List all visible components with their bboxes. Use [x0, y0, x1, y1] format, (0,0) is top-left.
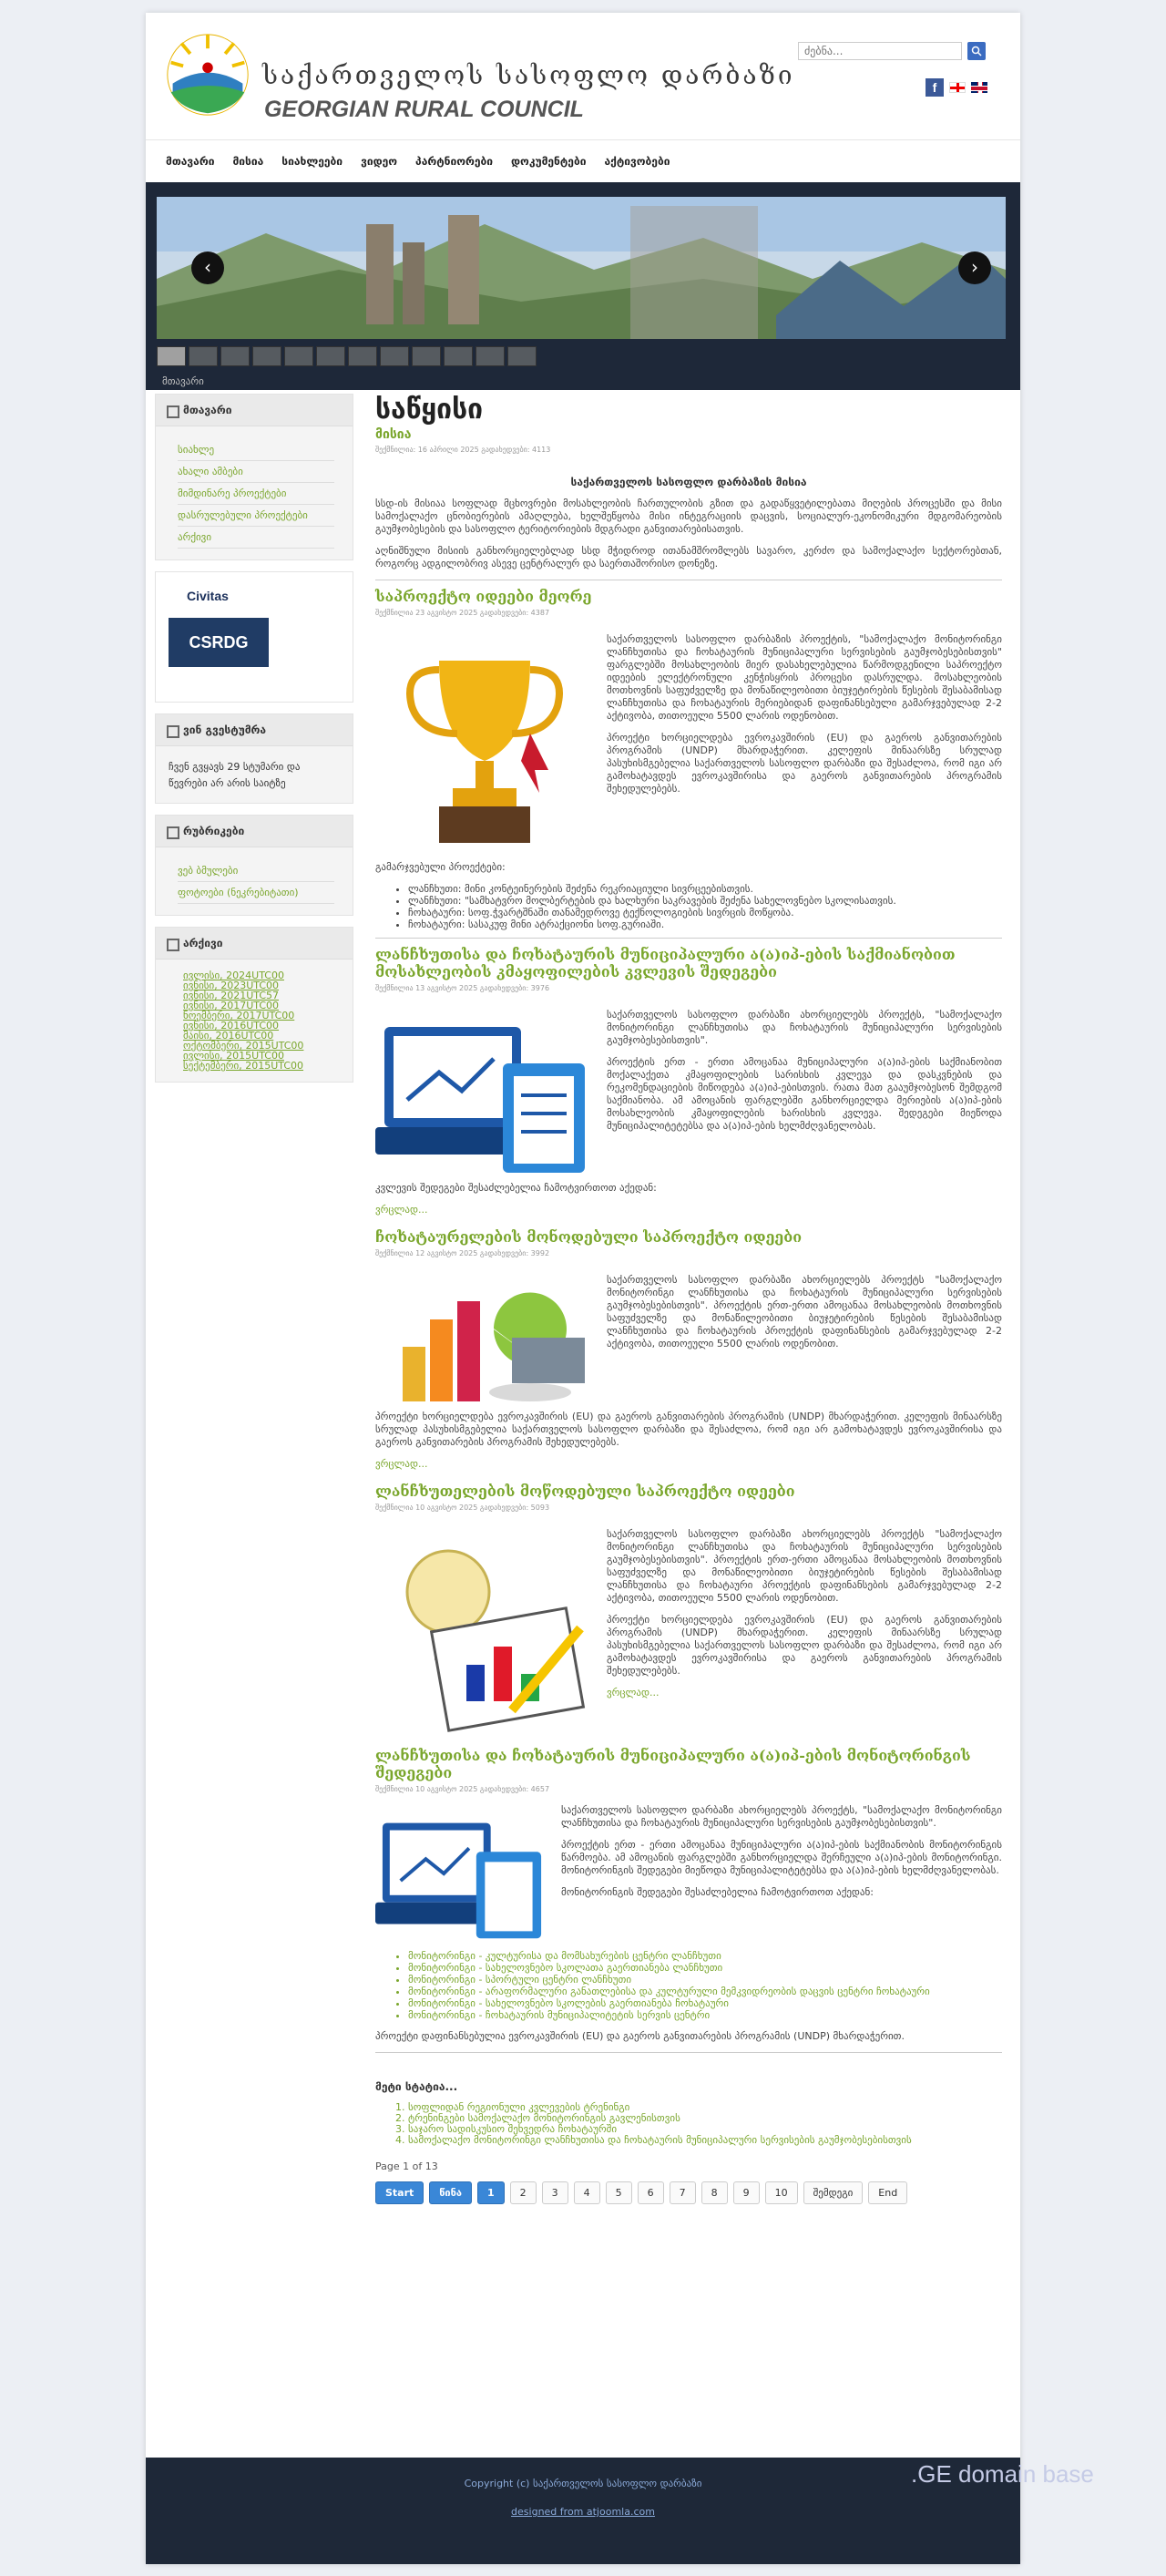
domain-watermark: .GE domain base [911, 2460, 1094, 2488]
read-more-link[interactable]: ვრცლად... [375, 1458, 428, 1470]
english-flag-icon[interactable] [971, 82, 987, 93]
slider-thumb[interactable] [444, 346, 473, 366]
copyright-text: Copyright (c) საქართველოს სასოფლო დარბაზი [464, 2478, 702, 2489]
sidebar-item-latest[interactable]: ახალი ამბები [178, 466, 243, 477]
page-title: საწყისი [375, 394, 484, 426]
site-title-english: GEORGIAN RURAL COUNCIL [264, 97, 584, 122]
slider-thumb[interactable] [412, 346, 441, 366]
pagination-page[interactable]: 5 [606, 2181, 632, 2204]
monitoring-link[interactable]: • მონიტორინგი - სახელოვნებო სკოლათა გაერთიანება ლანჩხუთი [408, 1962, 1002, 1974]
archive-link[interactable]: ივნისი, 2021UTC57 [183, 990, 280, 1001]
pagination-page[interactable]: 7 [670, 2181, 696, 2204]
rubrics-title: რუბრიკები [156, 816, 353, 847]
slider-prev-button[interactable]: ‹ [191, 251, 224, 284]
nav-item-mission[interactable]: მისია [232, 155, 264, 168]
pagination-page[interactable]: 4 [574, 2181, 600, 2204]
georgian-flag-icon[interactable] [949, 82, 966, 93]
article-paragraph: კვლევის შედეგები შესაძლებელია ჩამოტვირთოთ აქედან: [375, 1182, 657, 1194]
read-more-link[interactable]: ვრცლად... [375, 1204, 428, 1216]
more-article-link[interactable]: 4. სამოქალაქო მონიტორინგი ლანჩხუთისა და ჩოხატაურის მუნიციპალური სერვისების გაუმჯობესებისთვის [408, 2135, 1002, 2146]
nav-item-news[interactable]: სიახლეები [281, 155, 343, 168]
sidebar-item-finished-projects[interactable]: დასრულებული პროექტები [178, 509, 308, 521]
read-more-link[interactable]: ვრცლად... [607, 1687, 660, 1699]
article-paragraph: საქართველოს სასოფლო დარბაზი ახორციელებს პროექტს, "სამოქალაქო მონიტორინგი ლანჩხუთისა და ჩოხატაურის მუნიციპალური სერვისების გაუმჯობესებისთვის". [561, 1804, 1002, 1829]
social-links [926, 78, 987, 97]
monitoring-link[interactable]: • მონიტორინგი - სპორტული ცენტრი ლანჩხუთი [408, 1974, 1002, 1986]
article-title[interactable]: ლანჩხუთისა და ჩოხატაურის მუნიციპალური ა(ა)იპ-ების საქმიანობით მოსახლეობის კმაყოფილების კვლევის შედეგები [375, 946, 956, 980]
mission-paragraph: სსდ-ის მისიაა სოფლად მცხოვრები მოსახლეობის ჩართულობის გზით და გადაწყვეტილებათა მიღების პროცესში და მისი სამოქალაქო ცნობიერების ამაღლება, ხელშეწყობა მისი ინტეგრაციის დაცვის, სოციალურ-ეკონომიკური მდგომარეობის გაუმჯობესების და სასოფლო ტერიტორიების მდგრადი განვითარებისათვის. [375, 498, 1002, 535]
monitoring-link[interactable]: • მონიტორინგი - კულტურისა და მომსახურების ცენტრი ლანჩხუთი [408, 1950, 1002, 1962]
laptop-clipboard-image [375, 1009, 594, 1182]
monitoring-link[interactable]: • მონიტორინგი - არაფორმალური განათლებისა და კულტურული მემკვიდრეობის დაცვის ცენტრი ჩოხატაური [408, 1986, 1002, 1997]
slider-caption: მთავარი [162, 375, 204, 387]
more-article-link[interactable]: 2. ტრენინგები სამოქალაქო მონიტორინგის გავლენისთვის [408, 2113, 1002, 2124]
mission-subtitle[interactable]: მისია [375, 427, 412, 442]
article-title[interactable]: ჩოხატაურელების მონოდებული საპროექტო იდეები [375, 1228, 803, 1246]
more-article-link[interactable]: 1. სოფლიდან რეგიონული კვლევების ტრენინგი [408, 2102, 1002, 2113]
archive-link[interactable]: ივნისი, 2023UTC00 [183, 980, 280, 991]
article-project-ideas [375, 588, 1002, 939]
slider-thumb[interactable] [157, 346, 186, 366]
partner-logos [155, 571, 353, 703]
sidebar [155, 394, 353, 1093]
pagination-page[interactable]: 10 [765, 2181, 798, 2204]
more-article-link[interactable]: 3. საჯარო სადისკუსიო შეხვედრა ჩოხატაურში [408, 2124, 1002, 2135]
site-title-georgian: საქართველოს სასოფლო დარბაზი [262, 60, 795, 90]
article-paragraph: საქართველოს სასოფლო დარბაზი ახორციელებს პროექტს, "სამოქალაქო მონიტორინგი ლანჩხუთისა და ჩოხატაურის მუნიციპალური სერვისების გაუმჯობესებისთვის". [607, 1009, 1002, 1046]
online-title: ვინ გვესტუმრა [156, 714, 353, 746]
article-meta: შექმნილია 12 აგვისტო 2025 გადახედვები: 3992 [375, 1249, 550, 1257]
slider-thumb[interactable] [189, 346, 218, 366]
main-navigation [146, 140, 1020, 182]
archive-title: არქივი [156, 928, 353, 960]
article-paragraph: საქართველოს სასოფლო დარბაზის პროექტის, "სამოქალაქო მონიტორინგი ლანჩხუთისა და ჩოხატაურის მუნიციპალური სერვისების გაუმჯობესებისთვის" ფარგლებში მოსახლეობის მიერ დასახელებულია წარმოდგენილი საპროექტო იდეების ელექტრონული კენჭისყრის პროცესი დასრულდა. მოსახლეობის მოთხოვნის საფუძველზე და მონაწილეობითი ბიუჯეტირების წესების შესაბამისად ლანჩხუთისა და ჩოხატაურის მერიებიდან დაფინანსებული გამარჯვებულად 2-2 აქტივობა, თითოეული 5500 ლარის ოდენობით. [607, 633, 1002, 722]
page-counter: Page 1 of 13 [375, 2160, 438, 2172]
list-item: • ჩოხატაური: სოფ.ჭვარტშნაში თანამედროვე ტექნოლოგიების სივრცის მოწყობა. [408, 907, 1002, 919]
sidebar-item-current-projects[interactable]: მიმდინარე პროექტები [178, 487, 287, 499]
archive-link[interactable]: ივლისი, 2015UTC00 [183, 1050, 284, 1062]
more-articles-title: მეტი სტატია... [375, 2080, 458, 2093]
article-paragraph: პროექტი ხორციელდება ევროკავშირის (EU) და გაეროს განვითარების პროგრამის (UNDP) მხარდაჭერით. კელეფის მინაარსზე სრულად პასუხისმგებელია საქართველოს სასოფლო დარბაზი და შესაძლოა, რომ იგი არ გამოხატავდეს ევროკავშირისა და გაეროს განვითარების პროგრამის შეხედულებებს. [375, 1411, 1002, 1448]
sidebar-menu-title: მთავარი [156, 395, 353, 426]
article-title[interactable]: საპროექტო იდეები მეორე [375, 588, 592, 605]
article-meta: შექმნილია 13 აგვისტო 2025 გადახედვები: 3976 [375, 984, 550, 992]
article-paragraph: პროექტი ხორციელდება ევროკავშირის (EU) და გაეროს განვითარების პროგრამის (UNDP) მხარდაჭერით. კელეფის მინაარსზე სრულად პასუხისმგებელია საქართველოს სასოფლო დარბაზი და შესაძლოა, რომ იგი არ გამოხატავდეს ევროკავშირისა და გაეროს განვითარების პროგრამის შეხედულებებს. [607, 1614, 1002, 1677]
divider [375, 2052, 1002, 2053]
article-paragraph: პროექტის ერთ - ერთი ამოცანაა მუნიციპალური ა(ა)იპ-ების საქმიანობით მოქალაქეთა კმაყოფილების სარისხის კვლევა და დასკვნების და რეკომენდაციების მიწოდება ა(ა)იპ-ებისთვის. რათა მათ გააუმჯობესონ შემდგომ საქმიანობა. ამ ამოცანის ფარგლებში განხორციელდა მერიების ა(ა)იპ-ების მოსახლეობის კმაყოფილების ხარისხის კვლევა. შედეგები მიეწოდა მუნიციპალიტეტებსა და ა(ა)იპ-ების ხელმძღვანელობას. [607, 1056, 1002, 1132]
pagination-page[interactable]: 9 [733, 2181, 760, 2204]
main-content [375, 394, 1002, 2204]
slider-thumbnails [157, 346, 1004, 366]
mission-paragraph: აღნიშნული მისიის განხორციელებლად სსდ მჭიდროდ ითანამშრომლებს სავარო, კერძო და სამოქალაქო სექტორებთან, როგორც ადგილობრივ ასევე ცენტრალურ და საერთაშორისო დონეზე. [375, 545, 1002, 570]
slider-thumb[interactable] [380, 346, 409, 366]
article-title[interactable]: ლანჩხუთისა და ჩოხატაურის მუნიციპალური ა(ა)იპ-ების მონიტორინგის შედეგები [375, 1747, 971, 1781]
article-paragraph: საქართველოს სასოფლო დარბაზი ახორციელებს პროექტს "სამოქალაქო მონიტორინგი ლანჩხუთისა და ჩოხატაურის მუნიციპალური სერვისების გაუმჯობესებისთვის". პროექტის ერთ-ერთი ამოცანაა მოსახლეობის მოთხოვნის საფუძველზე და მონაწილეობითი ბიუჯეტირების წესების შესაბამისად ლანჩხუთისა და ჩოხატაურის პროექტის დაფინანსების გამარჯვებულად 2-2 აქტივობა, თითოეული 5500 ლარის ოდენობით. [607, 1274, 1002, 1350]
pagination-end[interactable]: End [868, 2181, 907, 2204]
article-paragraph: პროექტი ხორციელდება ევროკავშირის (EU) და გაეროს განვითარების პროგრამის (UNDP) მხარდაჭერით. კელეფის მინაარსზე სრულად პასუხისმგებელია საქართველოს სასოფლო დარბაზი და შესაძლოა, რომ იგი არ გამოხატავდეს ევროკავშირისა და გაეროს განვითარების პროგრამის შეხედულებებს. [607, 732, 1002, 795]
article-title[interactable]: ლანჩხუთელების მოწოდებული საპროექტო იდეები [375, 1483, 795, 1500]
slider-thumb[interactable] [284, 346, 313, 366]
slider-thumb[interactable] [316, 346, 345, 366]
divider [375, 938, 1002, 939]
archive-link[interactable]: ნოემბერი, 2017UTC00 [183, 1010, 295, 1021]
rubric-photos[interactable]: ფოტოები (ნეკრებიტათი) [178, 887, 299, 898]
pagination-prev[interactable]: წინა [429, 2181, 472, 2204]
list-item: • ჩოხატაური: სასაკუფ მინი ატრაქციონი სოფ.გურიაში. [408, 919, 1002, 930]
site-header [146, 13, 1020, 140]
csrdg-logo[interactable]: CSRDG [169, 618, 269, 667]
lightbulb-chart-image [375, 1528, 594, 1738]
list-item: • ლანჩხუთი: მინი კონტეინერების შეძენა რეკრიაციული სივრცეებისთვის. [408, 883, 1002, 895]
search-button[interactable] [967, 42, 986, 60]
more-articles [375, 2080, 1002, 2204]
list-item: • ლანჩხუთი: "სამხატვრო მოლბერტების და ხალხური საკრავების შეძენა სახელოვნებო სკოლისათვის. [408, 895, 1002, 907]
slider-image [157, 197, 1006, 339]
laptop-clipboard-image [375, 1804, 548, 1950]
archive-box [155, 927, 353, 1083]
article-meta: შექმნილია 10 აგვისტო 2025 გადახედვები: 4657 [375, 1785, 550, 1793]
nav-item-activities[interactable]: აქტივობები [604, 155, 670, 168]
trophy-image [375, 633, 594, 861]
article-paragraph: მონიტორინგის შედეგები შესაძლებელია ჩამოტვირთოთ აქედან: [561, 1886, 874, 1898]
archive-link[interactable]: მაისი, 2016UTC00 [183, 1030, 274, 1042]
article-meta: შექმნილია 10 აგვისტო 2025 გადახედვები: 5093 [375, 1504, 550, 1512]
page-container [146, 13, 1020, 2564]
slider-next-button[interactable]: › [958, 251, 991, 284]
archive-link[interactable]: ოქტომბერი, 2015UTC00 [183, 1040, 304, 1052]
council-logo[interactable] [164, 31, 251, 118]
nav-item-partners[interactable]: პარტნიორები [415, 155, 494, 168]
article-paragraph: საქართველოს სასოფლო დარბაზი ახორციელებს პროექტს "სამოქალაქო მონიტორინგი ლანჩხუთისა და ჩოხატაურის მუნიციპალური სერვისების გაუმჯობესებისთვის". პროექტის ერთ-ერთი ამოცანაა მოსახლეობის მოთხოვნის საფუძველზე და მონაწილეობითი ბიუჯეტირების წესების შესაბამისად ლანჩხუთისა და ჩოხატაური პროექტის დაფინანსების გამარჯვებულად 2-2 აქტივობა, თითოეული 5500 ლარის ოდენობით. [607, 1528, 1002, 1604]
article-paragraph: პროექტის ერთ - ერთი ამოცანაა მუნიციპალური ა(ა)იპ-ების საქმიანობის მონიტორინგის წარმოება. ამ ამოცანის ფარგლებში განხორციელდა შერჩეული ა(ა)იპ-ების მონიტორინგი. მონიტორინგის შედეგები მიეწოდა მუნიციპალიტეტებსა და ა(ა)იპ-ების ხელმძღვანელობას. [561, 1839, 1002, 1876]
nav-item-home[interactable]: მთავარი [166, 155, 215, 168]
online-text: ჩვენ გვყავს 29 სტუმარი და წევრები არ არის საიტზე [169, 761, 301, 789]
mission-heading: საქართველოს სასოფლო დარბაზის მისია [570, 476, 807, 488]
designer-link[interactable]: designed from atjoomla.com [511, 2506, 655, 2518]
article-monitoring-results [375, 1747, 1002, 2053]
pagination-page[interactable]: 3 [542, 2181, 568, 2204]
archive-link[interactable]: ივლისი, 2024UTC00 [183, 970, 284, 981]
search-icon [971, 46, 982, 56]
bar-chart-image [375, 1274, 594, 1411]
site-footer [146, 2458, 1020, 2564]
pagination [375, 2181, 1002, 2204]
pagination-page[interactable]: 8 [701, 2181, 728, 2204]
monitoring-link[interactable]: • მონიტორინგი - სახელოვნებო სკოლების გაერთიანება ჩოხატაური [408, 1997, 1002, 2009]
online-box [155, 713, 353, 804]
mountain-towers-photo [157, 197, 1006, 339]
facebook-icon[interactable]: f [926, 78, 944, 97]
slider-thumb[interactable] [252, 346, 281, 366]
pagination-start[interactable]: Start [375, 2181, 424, 2204]
rubrics-box [155, 815, 353, 916]
archive-link[interactable]: ივნისი, 2016UTC00 [183, 1020, 280, 1031]
article-paragraph: პროექტი დაფინანსებულია ევროკავშირის (EU) და გაეროს განვითარების პროგრამის (UNDP) მხარდაჭერით. [375, 2030, 905, 2042]
image-slider [146, 182, 1020, 390]
sidebar-menu-box [155, 394, 353, 560]
search-bar [798, 42, 986, 60]
slider-thumb[interactable] [220, 346, 250, 366]
article-lanchkhuti-ideas [375, 1483, 1002, 1738]
pagination-next[interactable]: შემდეგი [803, 2181, 864, 2204]
article-satisfaction-survey [375, 946, 1002, 1216]
search-input[interactable] [798, 42, 962, 60]
rubric-web-links[interactable]: ვებ ბმულები [178, 865, 239, 877]
monitoring-link[interactable]: • მონიტორინგი - ჩოხატაურის მუნიციპალიტეტის სერვის ცენტრი [408, 2009, 1002, 2021]
archive-link[interactable]: ივნისი, 2017UTC00 [183, 1000, 280, 1011]
archive-link[interactable]: სექტემბერი, 2015UTC00 [183, 1060, 304, 1072]
pagination-page[interactable]: 2 [510, 2181, 537, 2204]
slider-thumb[interactable] [476, 346, 505, 366]
article-meta: შექმნილია 23 აგვისტო 2025 გადახედვები: 4387 [375, 609, 550, 617]
sidebar-item-archive[interactable]: არქივი [178, 531, 212, 543]
article-chokhatauri-ideas [375, 1228, 1002, 1470]
pagination-page[interactable]: 6 [638, 2181, 664, 2204]
article-paragraph: გამარჯვებული პროექტები: [375, 861, 506, 873]
nav-item-documents[interactable]: დოკუმენტები [511, 155, 587, 168]
nav-item-video[interactable]: ვიდეო [361, 155, 398, 168]
pagination-page[interactable]: 1 [477, 2181, 505, 2204]
article-meta: შექმნილია: 16 აპრილი 2025 გადახედვები: 4113 [375, 446, 551, 454]
slider-thumb[interactable] [348, 346, 377, 366]
sidebar-item-news[interactable]: სიახლე [178, 444, 215, 456]
civitas-logo[interactable]: Civitas [187, 589, 229, 603]
slider-thumb[interactable] [507, 346, 537, 366]
